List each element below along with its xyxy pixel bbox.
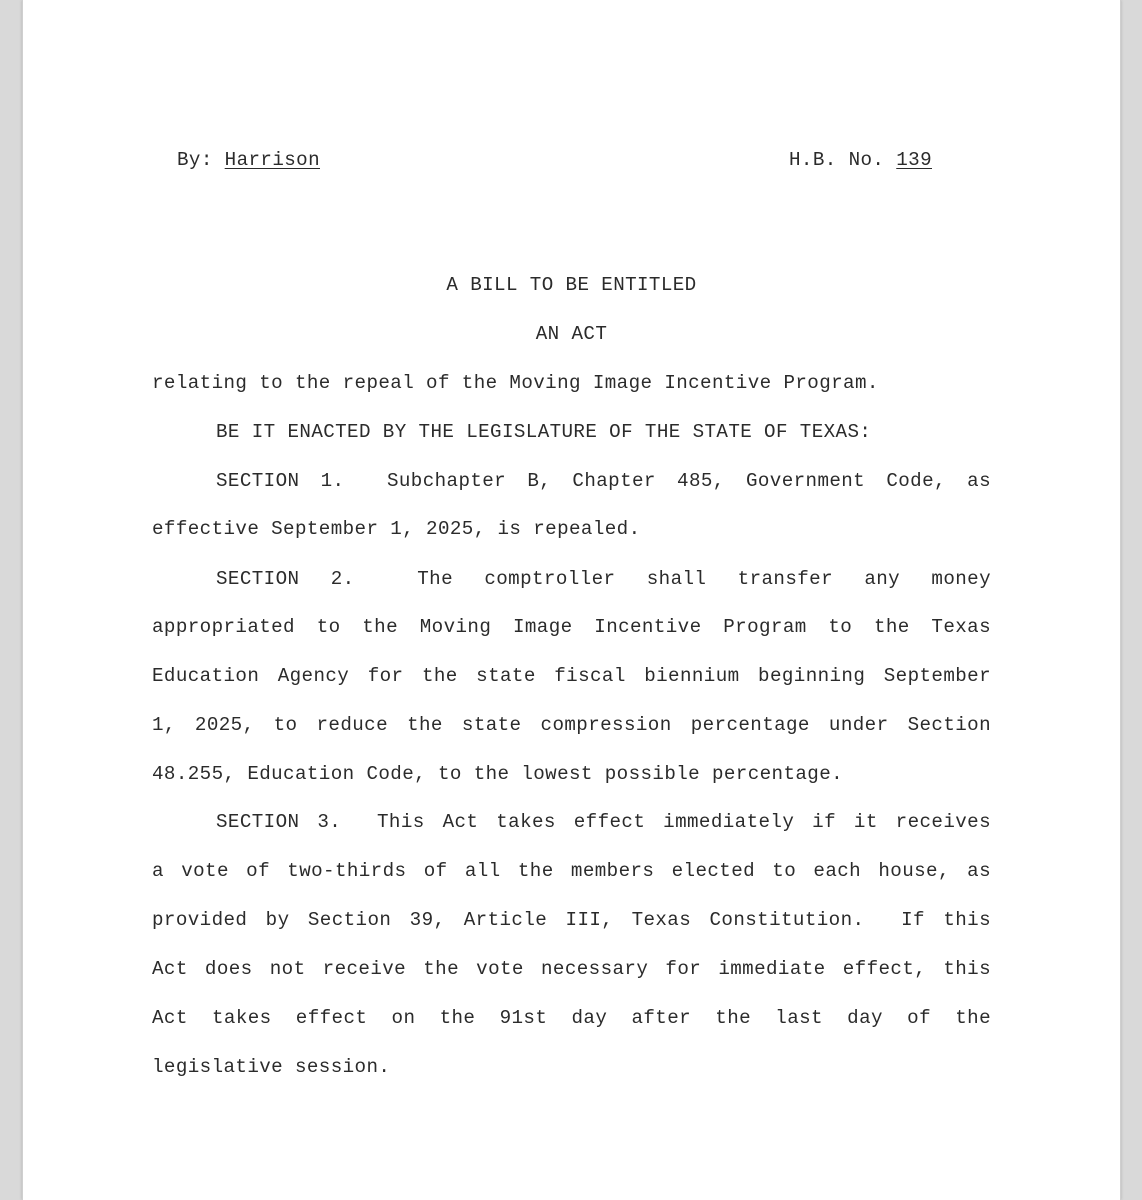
section-1-line-1: SECTION 1. Subchapter B, Chapter 485, Government Code, as	[216, 470, 991, 492]
section-2-line-5: 48.255, Education Code, to the lowest possible percentage.	[152, 763, 844, 785]
section-2-line-2: appropriated to the Moving Image Incentive Program to the Texas	[152, 616, 991, 638]
section-3-line-6: legislative session.	[152, 1056, 391, 1078]
bill-author-line	[177, 148, 320, 172]
author-name: Harrison	[224, 149, 320, 171]
section-3-line-5: Act takes effect on the 91st day after the last day of the	[152, 1007, 991, 1029]
enacting-clause: BE IT ENACTED BY THE LEGISLATURE OF THE STATE OF TEXAS:	[216, 421, 872, 443]
section-2-line-3: Education Agency for the state fiscal biennium beginning September	[152, 665, 991, 687]
caption-line: relating to the repeal of the Moving Image Incentive Program.	[152, 372, 879, 394]
section-3-line-4: Act does not receive the vote necessary for immediate effect, this	[152, 958, 991, 980]
bill-label: H.B. No.	[789, 149, 885, 171]
bill-title: A BILL TO BE ENTITLED	[446, 274, 697, 296]
bill-number-line	[789, 148, 932, 172]
act-title: AN ACT	[535, 323, 608, 345]
by-label: By:	[177, 149, 213, 171]
document-page	[22, 0, 1121, 1200]
section-2-line-4: 1, 2025, to reduce the state compression percentage under Section	[152, 714, 991, 736]
section-3-line-2: a vote of two-thirds of all the members elected to each house, as	[152, 860, 991, 882]
section-3-line-1: SECTION 3. This Act takes effect immediately if it receives	[216, 811, 991, 833]
section-2-line-1: SECTION 2. The comptroller shall transfer any money	[216, 568, 991, 590]
section-1-line-2: effective September 1, 2025, is repealed.	[152, 518, 641, 540]
bill-number: 139	[896, 149, 932, 171]
section-3-line-3: provided by Section 39, Article III, Texas Constitution. If this	[152, 909, 991, 931]
